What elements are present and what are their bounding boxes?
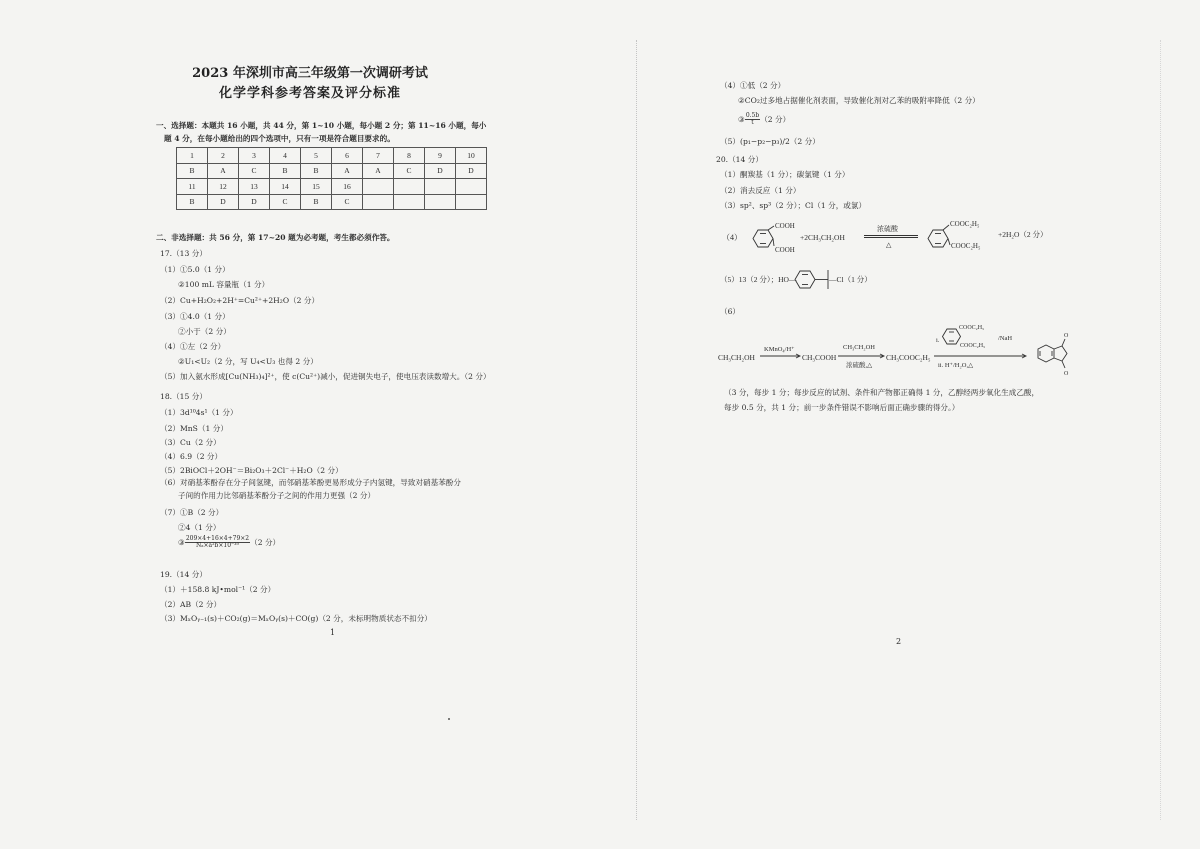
q19-line: （3）MₓOᵧ₋₁(s)＋CO₂(g)＝MₓOᵧ(s)＋CO(g)（2 分，未标明物质状态不扣分） [160,614,432,623]
answer-table-cell: D [456,163,487,179]
answer-table [176,147,487,210]
answer-table-cell: 8 [394,148,425,164]
q20-4-heat: △ [886,241,892,249]
scan-speck [448,718,450,720]
synth-start: CH₃CH₂OH [718,353,755,362]
synth-reagent-2-bottom: 浓硫酸,△ [846,362,873,369]
ester-top: COOC₂H₅ [950,220,980,228]
page-number: 1 [330,628,336,637]
substituent-bond [768,226,774,230]
answer-table-cell: B [301,163,332,179]
substituent-bond [943,225,949,230]
carbonyl-bond [1062,361,1065,368]
q19-4-line: ②CO₂过多地占据催化剂表面，导致催化剂对乙苯的吸附率降低（2 分） [738,96,980,105]
phenyl-ring-structure [795,270,828,289]
q18-line: 子间的作用力比邻硝基苯酚分子之间的作用力更强（2 分） [178,491,376,500]
answer-table-row [177,148,487,164]
answer-table-cell: C [270,194,301,210]
q19-4-prefix: ③ [738,114,745,124]
cooh-top: COOH [775,222,795,230]
reagent-ester-bottom: COOC₂H₅ [960,343,986,349]
q19-5-line: （5）(p₁−p₂−p₃)/2（2 分） [720,137,820,146]
page-2 [640,0,1200,849]
q20-6-note: 每步 0.5 分，共 1 分；前一步条件错误不影响后面正确步骤的得分。） [724,403,960,412]
q19-4-fraction [745,113,760,127]
answer-table-cell: B [177,194,208,210]
indanedione-product [1038,339,1067,368]
answer-table-cell: A [208,163,239,179]
q20-line: （2）消去反应（1 分） [720,186,801,195]
answer-table-cell: 15 [301,179,332,195]
q19-line: （1）＋158.8 kJ•mol⁻¹（2 分） [160,585,276,594]
q20-line: （1）酮羰基（1 分）；碳氯键（1 分） [720,170,850,179]
q20-4-reagent: +2CH₃CH₂OH [800,233,845,242]
page-number: 2 [896,637,902,646]
q19-title: 19.（14 分） [160,570,207,579]
q19-4-suffix: （2 分） [760,114,791,124]
answer-table-cell: 11 [177,179,208,195]
doc-subtitle: 化学学科参考答案及评分标准 [218,86,401,101]
q19-4-line: （4）①低（2 分） [720,81,786,90]
benzene-ring [928,230,948,247]
answer-table-cell: 1 [177,148,208,164]
answer-table-cell [363,194,394,210]
carbonyl-bond [1062,339,1065,346]
answer-table-row [177,163,487,179]
q20-4-water: +2H₂O（2 分） [998,230,1048,239]
q19-4-numerator: 0.5b [745,112,760,119]
q20-4-catalyst: 浓硫酸 [877,225,898,233]
answer-table-cell [456,194,487,210]
synth-mid-2: CH₃COOC₂H₅ [886,353,931,362]
q17-line: （2）Cu+H₂O₂+2H⁺=Cu²⁺+2H₂O（2 分） [160,296,320,305]
q18-line: （4）6.9（2 分） [160,452,223,461]
q17-line: （1）①5.0（1 分） [160,265,230,274]
q20-5-cl: —Cl（1 分） [829,275,872,284]
answer-table-cell [394,179,425,195]
q18-line: （6）对硝基苯酚存在分子间氢键，而邻硝基苯酚更易形成分子内氢键，导致对硝基苯酚分 [160,478,461,487]
reagent-ester-top: COOC₂H₅ [959,325,985,331]
page-fold-divider [636,40,638,820]
answer-table-cell: 7 [363,148,394,164]
q17-line: （4）①左（2 分） [160,342,226,351]
doc-title: 2023 年深圳市高三年级第一次调研考试 [192,66,428,81]
answer-table-cell: 13 [239,179,270,195]
answer-table-cell: 10 [456,148,487,164]
product-carbonyl-bottom: O [1064,371,1069,377]
q18-formula-denominator: Nₐ×a²b×10⁻³⁰ [195,542,239,550]
answer-table-cell [425,194,456,210]
synth-step-ii: ii. H⁺/H₂O,△ [938,362,974,369]
q18-line: （7）①B（2 分） [160,508,224,517]
answer-table-cell: B [301,194,332,210]
answer-table-cell: C [332,194,363,210]
q20-6-synthesis [640,325,1200,385]
synth-nah: /NaH [998,335,1013,342]
q17-line: ②100 mL 容量瓶（1 分） [178,280,270,289]
answer-table-cell: B [270,163,301,179]
answer-table-cell: D [208,194,239,210]
synth-reagent-1: KMnO₄/H⁺ [764,346,795,353]
diethyl-phthalate-reagent [943,329,961,344]
answer-table-cell: 12 [208,179,239,195]
substituent-bond [948,239,950,246]
five-membered-ring [1054,346,1067,361]
q18-line: （5）2BiOCl＋2OH⁻＝Bi₂O₃＋2Cl⁻＋H₂O（2 分） [160,466,343,475]
synth-mid-1: CH₃COOH [802,353,837,362]
answer-table-cell: A [363,163,394,179]
q18-formula-numerator: 209×4+16×4+79×2 [185,535,250,542]
q19-line: （2）AB（2 分） [160,600,222,609]
q20-6-label: （6） [720,307,741,316]
answer-table-cell: D [425,163,456,179]
answer-table-row [177,194,487,210]
answer-table-cell: C [239,163,270,179]
q18-line: （2）MnS（1 分） [160,424,228,433]
phthalic-acid-structure [753,226,774,247]
q20-6-note: （3 分，每步 1 分；每步反应的试剂、条件和产物都正确得 1 分，乙醇经两步氧化生成乙酸， [724,388,1040,397]
answer-table-cell: 2 [208,148,239,164]
q17-line: （5）加入氨水形成[Cu(NH₃)₄]²⁺，使 c(Cu²⁺)减小，促进铜失电子，使电压表读数增大。（2 分） [160,372,491,381]
q17-line: ②U₁<U₂（2 分，写 U₄<U₃ 也得 2 分） [178,357,318,366]
q17-line: （3）①4.0（1 分） [160,312,230,321]
answer-table-cell [363,179,394,195]
substituent-bond [773,239,774,247]
cooh-bottom: COOH [775,246,795,254]
benzene-ring [753,230,773,247]
q20-4-label: （4） [722,233,742,242]
synth-reagent-2-top: CH₃CH₂OH [843,344,875,351]
product-carbonyl-top: O [1064,333,1069,339]
answer-table-cell: C [394,163,425,179]
q18-title: 18.（15 分） [160,392,207,401]
answer-table-cell [394,194,425,210]
q20-5-label: （5）13（2 分）；HO— [720,275,797,284]
ester-bottom: COOC₂H₅ [951,242,981,250]
q20-4-reaction [640,216,1200,261]
q18-line: （1）3d¹⁰4s¹（1 分） [160,408,238,417]
answer-table-cell [425,179,456,195]
q20-line: （3）sp²、sp³（2 分）；Cl（1 分，或氯） [720,201,867,210]
answer-table-cell: 6 [332,148,363,164]
synth-step-i: i. [936,337,940,344]
answer-table-cell [456,179,487,195]
benzene-ring [943,329,961,344]
answer-table-cell: 3 [239,148,270,164]
q19-4-denominator: t [751,119,754,127]
answer-table-cell: B [177,163,208,179]
answer-table-row [177,179,487,195]
answer-table-cell: D [239,194,270,210]
q20-title: 20.（14 分） [716,155,763,164]
q18-formula-suffix: （2 分） [250,537,281,547]
diethyl-phthalate-structure [928,225,950,247]
q18-line: （3）Cu（2 分） [160,438,221,447]
part2-heading: 二、非选择题：共 56 分，第 17~20 题为必考题，考生都必须作答。 [156,233,395,242]
answer-table-cell: 9 [425,148,456,164]
answer-table-cell: 16 [332,179,363,195]
answer-table-cell: 4 [270,148,301,164]
part1-heading-line2: 题 4 分，在每小题给出的四个选项中，只有一项是符合题目要求的。 [164,134,395,143]
q18-formula-line [178,536,280,550]
q18-line: ②4（1 分） [178,523,221,532]
part1-heading-line1: 一、选择题：本题共 16 小题，共 44 分，第 1~10 小题，每小题 2 分；第 11~16 小题，每小 [156,121,487,130]
answer-table-cell: A [332,163,363,179]
answer-table-cell: 14 [270,179,301,195]
q20-5-answer [640,265,1200,295]
q17-line: ②小于（2 分） [178,327,231,336]
benzene-ring [795,271,815,288]
q19-4-formula [738,113,790,127]
q18-formula-prefix: ③ [178,537,185,547]
answer-table-cell: 5 [301,148,332,164]
q18-formula-fraction [185,536,250,550]
q17-title: 17.（13 分） [160,249,207,258]
